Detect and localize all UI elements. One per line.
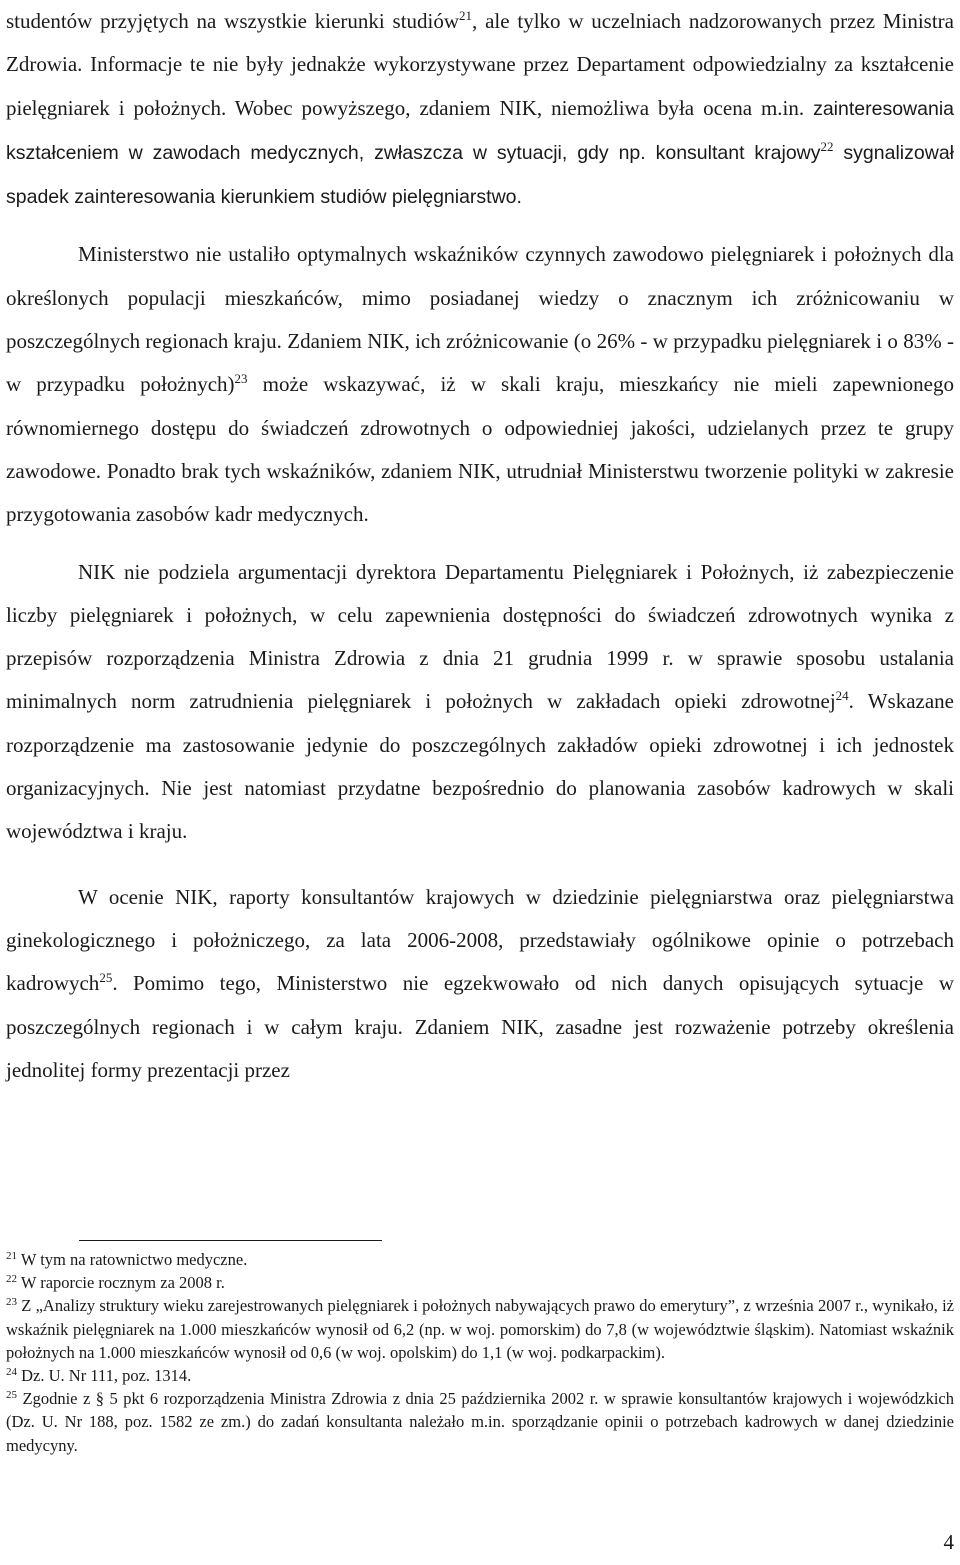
footnote-text: W raporcie rocznym za 2008 r. <box>17 1273 225 1293</box>
footnote-text: Z „Analizy struktury wieku zarejestrowanych pielęgniarek i położnych nabywających prawo do emerytury”, z września 2007 r., wynikało, iż wskaźnik pielęgniarek na 1.000 mieszkańców wynosił od 6,2 (np. w woj. pomorskim) do 7,8 (w województwie śląskim). Natomiast wskaźnik położnych na 1.000 mieszkańców wynosił od 0,6 (w woj. opolskim) do 1,1 (w woj. podkarpackim). <box>6 1296 954 1362</box>
footnote-number: 24 <box>6 1366 17 1379</box>
footnote-ref-24[interactable]: 24 <box>835 688 849 704</box>
paragraph-1-text-a: studentów przyjętych na wszystkie kierunki studiów <box>6 9 460 33</box>
paragraph-4 <box>6 876 954 1092</box>
footnote-text: Dz. U. Nr 111, poz. 1314. <box>17 1366 192 1386</box>
footnote-25 <box>6 1387 954 1457</box>
footnote-24 <box>6 1364 954 1387</box>
footnotes <box>6 1248 954 1457</box>
footnote-21 <box>6 1248 954 1271</box>
footnote-23 <box>6 1294 954 1364</box>
paragraph-1 <box>6 0 954 219</box>
paragraph-4-text-b: . Pomimo tego, Ministerstwo nie egzekwowało od nich danych opisujących sytuacje w poszczególnych regionach i w całym kraju. Zdaniem NIK, zasadne jest rozważenie potrzeby określenia jednolitej formy prezentacji przez <box>6 971 954 1082</box>
footnote-ref-22[interactable]: 22 <box>820 138 834 154</box>
footnote-ref-21[interactable]: 21 <box>459 8 473 23</box>
page-number: 4 <box>943 1530 954 1554</box>
paragraph-2 <box>6 233 954 536</box>
document-body <box>6 0 954 1092</box>
footnote-ref-23[interactable]: 23 <box>234 371 248 387</box>
footnote-22 <box>6 1271 954 1294</box>
footnote-number: 21 <box>6 1250 17 1262</box>
footnote-separator <box>79 1240 382 1241</box>
footnote-text: Zgodnie z § 5 pkt 6 rozporządzenia Ministra Zdrowia z dnia 25 października 2002 r. w sprawie konsultantów krajowych i wojewódzkich (Dz. U. Nr 188, poz. 1582 ze zm.) do zadań konsultanta należało m.in. sporządzanie opinii o potrzebach kadrowych w danej dziedzinie medycyny. <box>6 1389 954 1455</box>
paragraph-3-text-a: NIK nie podziela argumentacji dyrektora Departamentu Pielęgniarek i Położnych, iż zabezpieczenie liczby pielęgniarek i położnych, w celu zapewnienia dostępności do świadczeń zdrowotnych wynika z przepisów rozporządzenia Ministra Zdrowia z dnia 21 grudnia 1999 r. w sprawie sposobu ustalania minimalnych norm zatrudnienia pielęgniarek i położnych w zakładach opieki zdrowotnej <box>6 559 954 714</box>
paragraph-3 <box>6 551 954 854</box>
paragraph-1-text-d: sygnalizował spadek zainteresowania kierunkiem studiów pielęgniarstwo. <box>6 141 954 209</box>
paragraph-2-text-a: Ministerstwo nie ustaliło optymalnych wskaźników czynnych zawodowo pielęgniarek i położnych dla określonych populacji mieszkańców, mimo posiadanej wiedzy o znacznym ich zróżnicowaniu w poszczególnych regionach kraju. Zdaniem NIK, ich zróżnicowanie (o 26% - w przypadku pielęgniarek i o 83% - w przypadku położnych) <box>6 242 954 397</box>
paragraph-1-text-c: zainteresowania kształceniem w zawodach medycznych, zwłaszcza w sytuacji, gdy np. konsultant krajowy <box>6 97 954 164</box>
paragraph-4-text-a: W ocenie NIK, raporty konsultantów krajowych w dziedzinie pielęgniarstwa oraz pielęgniarstwa ginekologicznego i położniczego, za lata 2006-2008, przedstawiały ogólnikowe opinie o potrzebach kadrowych <box>6 884 954 996</box>
paragraph-1-text-b: , ale tylko w uczelniach nadzorowanych przez Ministra Zdrowia. Informacje te nie były jednakże wykorzystywane przez Departament odpowiedzialny za kształcenie pielęgniarek i położnych. Wobec powyższego, zdaniem NIK, niemożliwa była ocena m.in. <box>6 9 954 120</box>
footnote-text: W tym na ratownictwo medyczne. <box>17 1250 248 1269</box>
footnote-number: 25 <box>6 1389 17 1402</box>
footnote-number: 23 <box>6 1296 17 1309</box>
footnote-number: 22 <box>6 1273 17 1286</box>
paragraph-2-text-b: może wskazywać, iż w skali kraju, mieszkańcy nie mieli zapewnionego równomiernego dostępu do świadczeń zdrowotnych o odpowiedniej jakości, udzielanych przez te grupy zawodowe. Ponadto brak tych wskaźników, zdaniem NIK, utrudniał Ministerstwu tworzenie polityki w zakresie przygotowania zasobów kadr medycznych. <box>6 372 954 527</box>
document-page <box>6 0 954 1092</box>
paragraph-3-text-b: . Wskazane rozporządzenie ma zastosowanie jedynie do poszczególnych zakładów opieki zdrowotnej i ich jednostek organizacyjnych. Nie jest natomiast przydatne bezpośrednio do planowania zasobów kadrowych w skali województwa i kraju. <box>6 689 954 844</box>
footnote-ref-25[interactable]: 25 <box>99 970 113 986</box>
